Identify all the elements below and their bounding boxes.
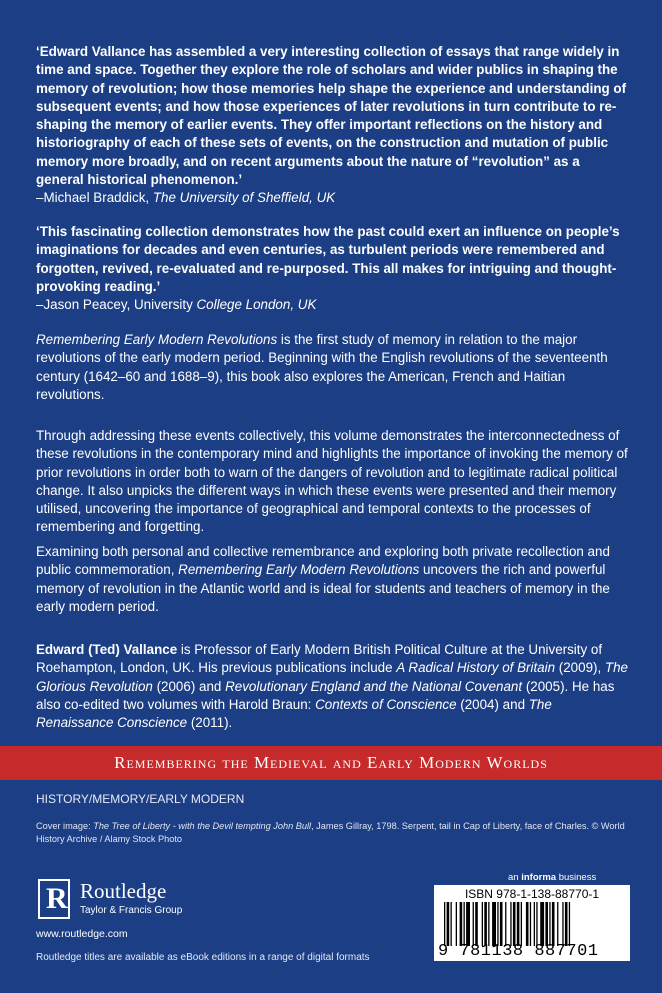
endorsement-quote: ‘Edward Vallance has assembled a very interesting collection of essays that range widely in time and space. Together they explore the role of scholars and wider publics in shaping the memory of revolution; how those memories help shape the experience and understanding of subsequent events; and how those experiences of later revolutions in turn contribute to re-shaping the memory of earlier events. They offer important reflections on the history and historiography of each of these sets of events, on the construction and mutation of public memory more broadly, and on recent arguments about the nature of “revolution” as a general historical phenomenon.’: [36, 44, 627, 188]
bio-text: (2004) and: [456, 696, 529, 712]
book-title-italic: Remembering Early Modern Revolutions: [36, 332, 278, 347]
endorsement-braddick: [36, 43, 630, 208]
credit-title: The Tree of Liberty - with the Devil tempting John Bull: [93, 821, 312, 831]
cover-credit: [36, 820, 626, 846]
isbn-digits: 9 781138 887701: [438, 942, 599, 961]
logo-letter: R: [46, 882, 68, 915]
endorsement-attribution: [36, 296, 630, 314]
credit-prefix: Cover image:: [36, 821, 94, 831]
endorsement-quote: ‘This fascinating collection demonstrates how the past could exert an influence on people’s imaginations for decades and even centuries, as turbulent periods were remembered and forgotten, revived, re-evaluated and re-purposed. This all makes for intriguing and thought-provoking reading.’: [36, 224, 620, 294]
series-band: [0, 746, 662, 780]
description-paragraph-3: [36, 543, 630, 616]
publication-title: A Radical History of Britain: [396, 660, 556, 676]
author-name: Edward (Ted) Vallance: [36, 642, 178, 657]
endorsement-attribution: [36, 189, 630, 207]
bio-text: (2011).: [187, 715, 233, 731]
endorsement-author: –Jason Peacey, University: [36, 297, 197, 313]
endorsement-author: –Michael Braddick,: [36, 190, 153, 206]
bio-text: (2009),: [555, 660, 605, 676]
isbn-barcode: [434, 885, 630, 961]
endorsement-peacey: [36, 223, 630, 314]
description-text: uncovers the rich and powerful memory of revolution in the Atlantic world and is ideal for students and teachers of memory in the early modern period.: [36, 562, 610, 614]
subject-category: HISTORY/MEMORY/EARLY MODERN: [36, 792, 245, 806]
publisher-group: Taylor & Francis Group: [80, 905, 183, 916]
publication-title: The Glorious Revolution: [36, 660, 628, 694]
bio-text: (2005). He has also co-edited two volumes with Harold Braun:: [36, 678, 615, 712]
publication-title: Contexts of Conscience: [315, 696, 457, 712]
endorsement-affiliation: College London, UK: [196, 297, 317, 313]
book-title-italic: Remembering Early Modern Revolutions: [178, 562, 420, 578]
bio-text: (2006) and: [152, 678, 226, 694]
description-paragraph-2: [36, 427, 630, 537]
barcode-bars: [442, 902, 624, 946]
publisher-name: Routledge: [80, 879, 167, 903]
publication-title: The Renaissance Conscience: [36, 696, 552, 731]
ebook-note: Routledge titles are available as eBook editions in a range of digital formats: [36, 952, 370, 963]
endorsement-affiliation: The University of Sheffield, UK: [152, 190, 336, 206]
informa-bold: informa: [521, 872, 557, 883]
series-title: Remembering the Medieval and Early Modern Worlds: [114, 753, 548, 772]
publication-title: Revolutionary England and the National Covenant: [225, 678, 523, 694]
routledge-r-icon: [38, 879, 70, 919]
publisher-url[interactable]: www.routledge.com: [36, 928, 128, 940]
description-text: Examining both personal and collective remembrance and exploring both private recollection and public commemoration,: [36, 544, 610, 578]
description-paragraph-1: [36, 331, 630, 404]
description-text: Through addressing these events collectively, this volume demonstrates the interconnectedness of these revolutions in the contemporary mind and highlights the importance of invoking the memory of prior revolutions in order both to warn of the dangers of revolution and to legitimate radical political change. It also unpicks the different ways in which these events were presented and their memory utilised, uncovering the importance of geographical and temporal contexts to the processes of remembering and forgetting.: [36, 428, 628, 535]
bio-text: is Professor of Early Modern British Political Culture at the University of Roehampton, London, UK. His previous publications include: [36, 642, 603, 676]
author-bio: [36, 641, 630, 732]
informa-prefix: an: [508, 872, 522, 883]
routledge-logo: [38, 877, 188, 923]
credit-text: , James Gillray, 1798. Serpent, tail in Cap of Liberty, face of Charles. © World History Archive / Alamy Stock Photo: [36, 821, 625, 844]
isbn-label: ISBN 978-1-138-88770-1: [464, 887, 600, 901]
informa-label: [508, 872, 596, 883]
informa-suffix: business: [556, 872, 597, 883]
description-text: is the first study of memory in relation to the major revolutions of the early modern period. Beginning with the English revolutions of the seventeenth century (1642–60 and 1688–9), this book also explores the American, French and Haitian revolutions.: [36, 332, 608, 402]
